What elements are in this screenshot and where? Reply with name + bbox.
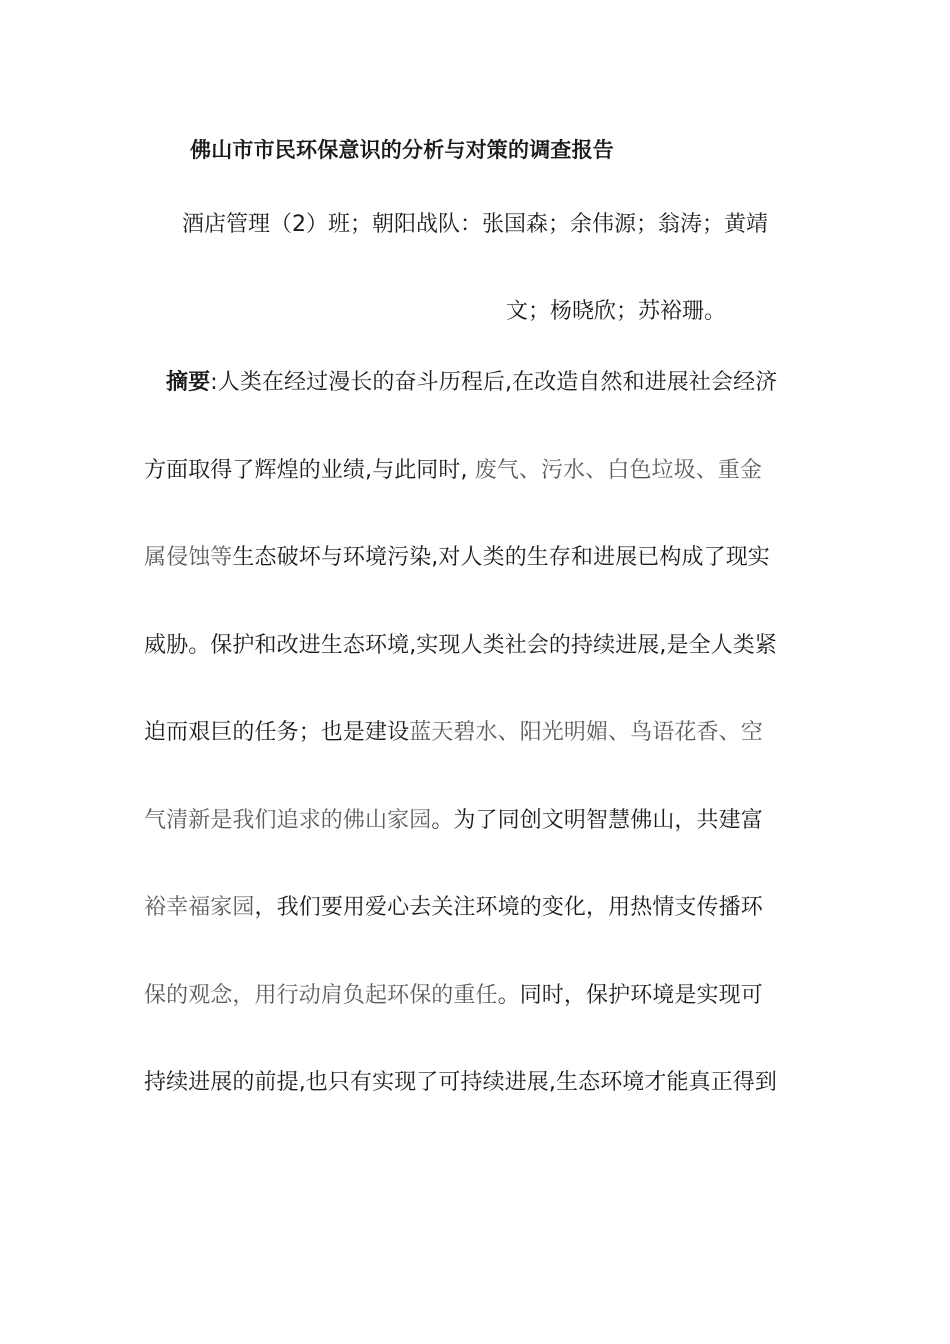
document-title: 佛山市市民环保意识的分析与对策的调查报告 [190,138,614,162]
abstract-text-segment: 生态破坏与环境污染,对人类的生存和进展已构成了现实 [232,545,770,570]
abstract-line [166,365,777,396]
abstract-text-segment: 威胁。保护和改进生态环境,实现人类社会的持续进展,是全人类紧 [144,633,777,658]
abstract-text-segment: 属侵蚀等 [144,545,233,570]
abstract-text-segment: 迫而艰巨的任务；也是建设 [144,720,410,745]
abstract-text-segment: 裕幸福家园 [144,895,255,920]
abstract-line [144,540,770,571]
abstract-line [144,1065,777,1096]
abstract-line [144,715,763,746]
abstract-line [144,453,762,484]
abstract-line [144,803,763,834]
authors-line-1: 酒店管理（2）班；朝阳战队：张国森；余伟源；翁涛；黄靖 [182,212,768,237]
abstract-line [144,628,777,659]
abstract-text-segment: ，我们要用爱心去关注环境的变化，用热情支传播环 [254,895,763,920]
abstract-text-segment: :人类在经过漫长的奋斗历程后,在改造自然和进展社会经济 [210,370,778,395]
abstract-line [144,890,763,921]
abstract-text-segment: 气清新是我们追求的佛山家园 [144,808,432,833]
abstract-line [144,978,763,1009]
abstract-label: 摘要 [166,370,211,395]
abstract-text-segment: 持续进展的前提,也只有实现了可持续进展,生态环境才能真正得到 [144,1070,777,1095]
abstract-text-segment: 。同时，保护环境是实现可 [497,983,763,1008]
abstract-text-segment: 保的观念，用行动肩负起环保的重任 [144,983,498,1008]
abstract-text-segment: 蓝天碧水、阳光明媚、鸟语花香、空 [409,720,763,745]
abstract-text-segment: 废气、污水、白色垃圾、重金 [474,458,762,483]
abstract-text-segment: 方面取得了辉煌的业绩,与此同时, [144,458,475,483]
authors-line-2: 文；杨晓欣；苏裕珊。 [506,299,727,324]
abstract-text-segment: 。为了同创文明智慧佛山，共建富 [431,808,763,833]
